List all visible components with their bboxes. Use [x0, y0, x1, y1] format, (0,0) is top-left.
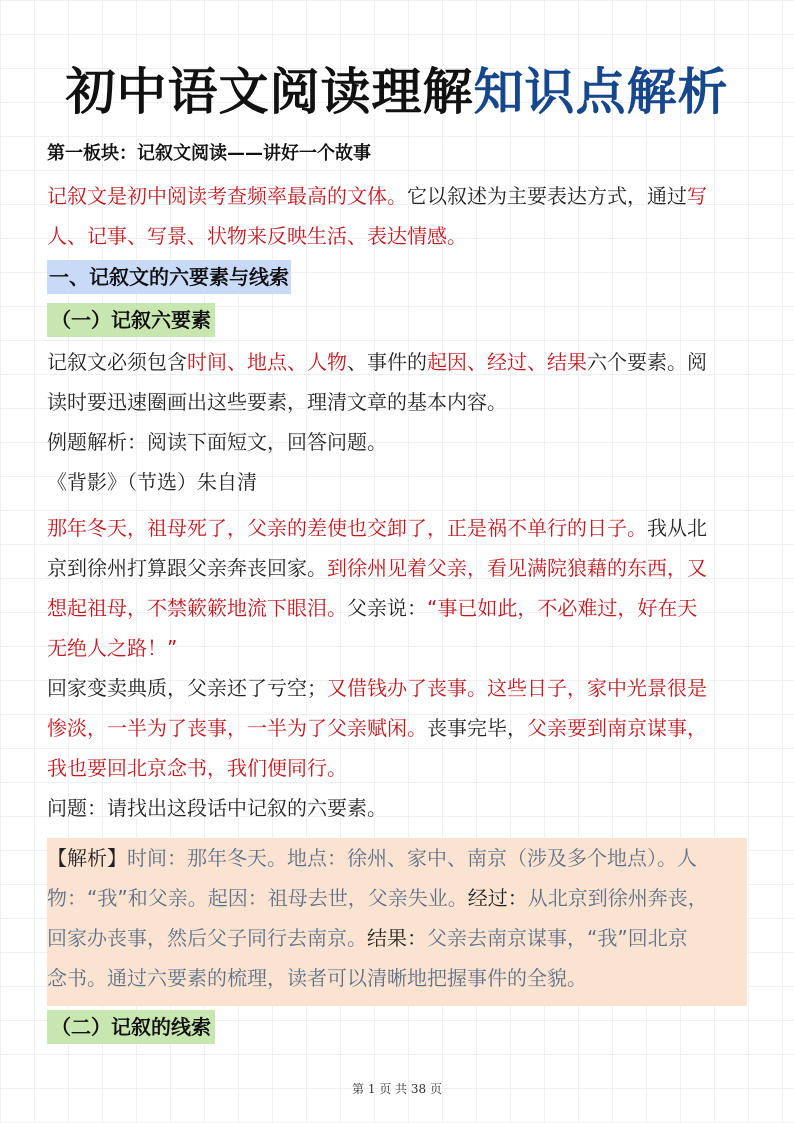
six-elements-paragraph	[47, 342, 753, 502]
passage-l1-red: 那年冬天，祖母死了，父亲的差使也交卸了，正是祸不单行的日子。	[47, 516, 647, 540]
subheading-clues: （二）记叙的线索	[47, 1010, 215, 1044]
analysis-line-3	[47, 918, 747, 958]
analysis-l3-b: 结果：	[367, 926, 427, 950]
passage-l3-red2: “事已如此，不必难过，好在天	[427, 596, 698, 620]
passage-l7-red: 我也要回北京念书，我们便同行。	[47, 756, 347, 780]
analysis-line-2	[47, 878, 747, 918]
analysis-line-4	[47, 958, 747, 998]
passage-paragraph	[47, 508, 753, 828]
heading-six-elements: 一、记叙文的六要素与线索	[47, 260, 291, 294]
analysis-l1: 时间：那年冬天。地点：徐州、家中、南京（涉及多个地点）。人	[127, 846, 697, 870]
analysis-l4: 念书。通过六要素的梳理，读者可以清晰地把握事件的全貌。	[47, 966, 587, 990]
passage-line-2	[47, 548, 753, 588]
passage-line-5	[47, 668, 753, 708]
intro-black-text: 它以叙述为主要表达方式，通过	[407, 184, 687, 208]
analysis-l2-c: 从北京到徐州奔丧，	[527, 886, 708, 910]
analysis-box	[47, 838, 747, 1006]
passage-l3-red: 想起祖母，不禁簌簌地流下眼泪。	[47, 596, 347, 620]
intro-red-tail: 写	[687, 184, 707, 208]
passage-l5-black: 回家变卖典质，父亲还了亏空；	[47, 676, 327, 700]
section-heading-block	[47, 134, 753, 174]
p1-text-a: 记叙文必须包含	[47, 350, 187, 374]
title-part-black: 初中语文阅读理解	[65, 63, 474, 121]
subheading-six-elements: （一）记叙六要素	[47, 303, 215, 337]
analysis-l3-a: 回家办丧事，然后父子同行去南京。	[47, 926, 367, 950]
intro-red-text: 记叙文是初中阅读考查频率最高的文体。	[47, 184, 407, 208]
p1-text-b: 时间、地点、人物	[187, 350, 347, 374]
passage-l6-red2: 父亲要到南京谋事，	[527, 716, 707, 740]
source-line: 《背影》（节选）朱自清	[47, 470, 257, 494]
title-part-blue: 知识点解析	[473, 63, 729, 121]
analysis-l2-a: 物：“我”和父亲。起因：祖母去世，父亲失业。	[47, 886, 468, 910]
analysis-tag: 【解析】	[47, 846, 127, 870]
analysis-l2-b: 经过：	[467, 886, 528, 910]
passage-l2-red: 到徐州见着父亲，看见满院狼藉的东西，又	[327, 556, 707, 580]
question-line: 问题：请找出这段话中记叙的六要素。	[47, 796, 387, 820]
p1-text-d: 起因、经过、结果	[427, 350, 587, 374]
page-footer: 第 1 页 共 38 页	[352, 1082, 442, 1096]
passage-line-4	[47, 628, 753, 668]
page-title	[0, 52, 794, 132]
subheading-1-block	[47, 303, 753, 337]
intro-line-2	[47, 216, 753, 256]
analysis-line-1	[47, 838, 747, 878]
passage-l4-red: 无绝人之路！”	[47, 636, 178, 660]
passage-l1-black: 我从北	[647, 516, 707, 540]
passage-line-1	[47, 508, 753, 548]
p1-text-c: 、事件的	[347, 350, 427, 374]
intro-line-1	[47, 176, 753, 216]
p1-line-1	[47, 342, 753, 382]
section-heading: 第一板块：记叙文阅读——讲好一个故事	[47, 143, 371, 164]
passage-l5-red: 又借钱办了丧事。这些日子，家中光景很是	[327, 676, 707, 700]
p1-line-2: 读时要迅速圈画出这些要素，理清文章的基本内容。	[47, 390, 507, 414]
passage-l6-red: 惨淡，一半为了丧事，一半为了父亲赋闲。	[47, 716, 427, 740]
heading-1-block	[47, 260, 753, 294]
passage-l6-black: 丧事完毕，	[427, 716, 527, 740]
passage-line-6	[47, 708, 753, 748]
passage-l2-black: 京到徐州打算跟父亲奔丧回家。	[47, 556, 327, 580]
passage-line-7	[47, 748, 753, 788]
example-line: 例题解析：阅读下面短文，回答问题。	[47, 430, 387, 454]
p1-text-e: 六个要素。阅	[587, 350, 707, 374]
analysis-l3-c: 父亲去南京谋事，“我”回北京	[427, 926, 688, 950]
passage-l3-black: 父亲说：	[347, 596, 427, 620]
passage-line-3	[47, 588, 753, 628]
intro-red-line2: 人、记事、写景、状物来反映生活、表达情感。	[47, 224, 467, 248]
intro-paragraph	[47, 176, 753, 256]
subheading-2-block	[47, 1010, 753, 1044]
